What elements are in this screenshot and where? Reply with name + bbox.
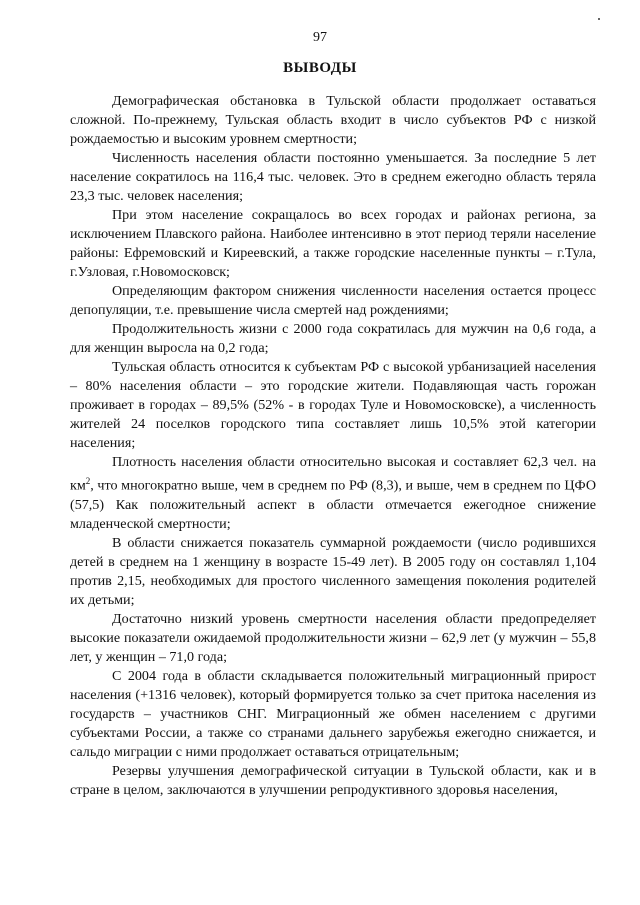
paragraph-migration: С 2004 года в области складывается положительный миграционный прирост населения (+1316 человек), который формируется только за счет притока населения из государств – участников СНГ. Миграционный же обмен населением с другими субъектами России, а также со странами дальнего зарубежья ежегодно снижается, и сальдо миграции с ними продолжает оставаться отрицательным; bbox=[70, 667, 596, 760]
paragraph-demographic-situation: Демографическая обстановка в Тульской области продолжает оставаться сложной. По-прежнему, Тульская область входит в число субъектов РФ с низкой рождаемостью и высоким уровнем смертности; bbox=[70, 93, 596, 147]
paragraph-districts: При этом население сокращалось во всех городах и районах региона, за исключением Плавского района. Наиболее интенсивно в этот период теряли население районы: Ефремовский и Киреевский, а также городские населенные пункты – г.Тула, г.Узловая, г.Новомосковск; bbox=[70, 207, 596, 280]
paragraph-fertility: В области снижается показатель суммарной рождаемости (число родившихся детей в среднем на 1 женщину в возрасте 15-49 лет). В 2005 году он составлял 1,104 против 2,15, необходимых для простого численного замещения поколения родителей их детьми; bbox=[70, 534, 596, 608]
paragraph-depopulation: Определяющим фактором снижения численности населения остается процесс депопуляции, т.е. превышение числа смертей над рождениями; bbox=[70, 283, 596, 318]
scan-speck bbox=[598, 18, 600, 20]
paragraph-life-expectancy: Продолжительность жизни с 2000 года сократилась для мужчин на 0,6 года, а для женщин выросла на 0,2 года; bbox=[70, 321, 596, 356]
body-text bbox=[70, 92, 596, 800]
paragraph-population-decline: Численность населения области постоянно уменьшается. За последние 5 лет население сократилось на 116,4 тыс. человек. Это в среднем ежегодно область теряла 23,3 тыс. человек населения; bbox=[70, 150, 596, 204]
paragraph-mortality: Достаточно низкий уровень смертности населения области предопределяет высокие показатели ожидаемой продолжительности жизни – 62,9 лет (у мужчин – 55,8 лет, у женщин – 71,0 года; bbox=[70, 610, 596, 665]
page-number: 97 bbox=[313, 30, 327, 45]
paragraph-density bbox=[70, 453, 596, 534]
paragraph-reserves: Резервы улучшения демографической ситуации в Тульской области, как и в стране в целом, заключаются в улучшении репродуктивного здоровья населения, bbox=[70, 762, 596, 798]
density-text-after: , что многократно выше, чем в среднем по РФ (8,3), и выше, чем в среднем по ЦФО (57,5) Как положительный аспект в области отмечается ежегодное снижение младенческой смертности; bbox=[70, 477, 596, 532]
density-text-before: Плотность населения области относительно высокая и составляет 62,3 чел. на км bbox=[70, 454, 596, 494]
density-superscript: 2 bbox=[85, 476, 91, 486]
section-heading: ВЫВОДЫ bbox=[283, 60, 357, 76]
paragraph-urbanization: Тульская область относится к субъектам РФ с высокой урбанизацией населения – 80% населения области – это городские жители. Подавляющая часть горожан проживает в городах – 89,5% (52% - в городах Туле и Новомосковске), а численность жителей 24 поселков городского типа составляет лишь 10,5% этой категории населения; bbox=[70, 359, 596, 451]
